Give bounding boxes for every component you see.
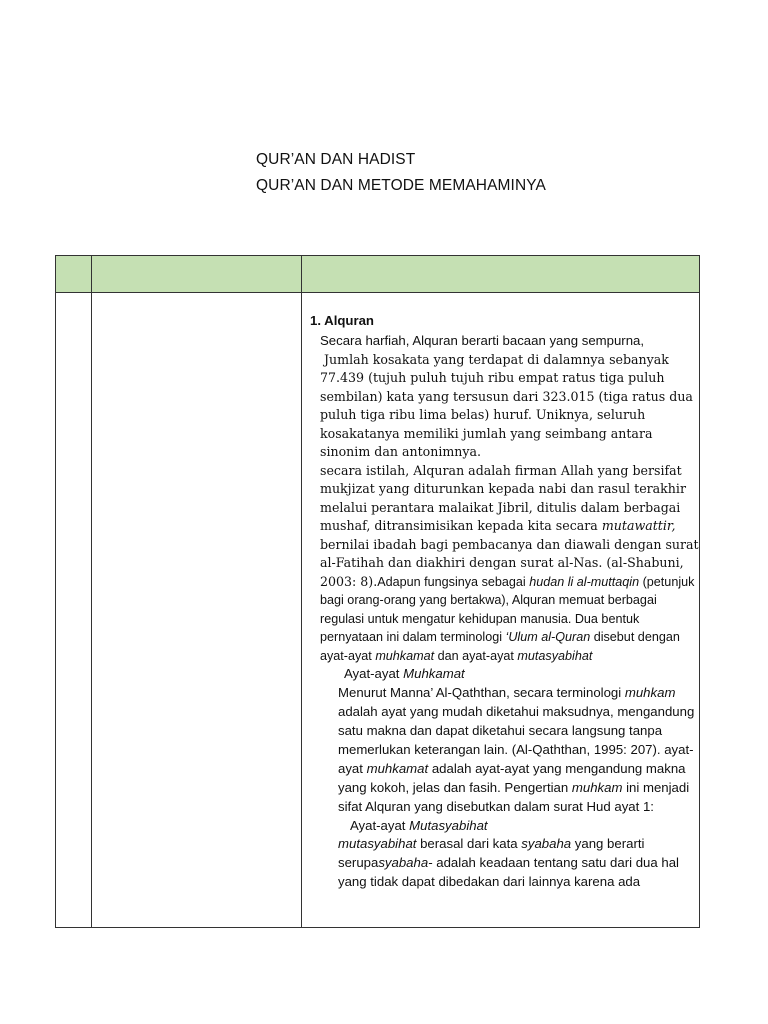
paragraph-word-count <box>310 351 700 462</box>
paragraph-text: adalah ayat yang mudah diketahui maksudnya, mengandung satu makna dan dapat diketahui secara langsung tanpa memerlukan keterangan lain. (Al-Qaththan, 1995: 207). ayat-ayat <box>338 704 695 776</box>
italic-term: muhkamat <box>366 760 429 776</box>
paragraph-text: Adapun fungsinya sebagai <box>377 574 530 589</box>
italic-term: muhkamat <box>375 648 435 663</box>
paragraph-text: berasal dari kata <box>416 836 522 852</box>
italic-term: Mutasyabihat <box>409 817 488 833</box>
italic-term: mutasyabihat <box>338 836 417 852</box>
paragraph-text: (petunjuk bagi orang-orang yang bertakwa), Alquran memuat berbagai regulasi untuk mengatur kehidupan manusia. Dua bentuk pernyataan ini dalam terminologi <box>320 574 695 645</box>
paragraph-text: secara istilah, Alquran adalah firman Allah yang bersifat mukjizat yang diturunkan kepada nabi dan rasul terakhir melalui perantara malaikat Jibril, ditulis dalam berbagai mushaf, ditransimisikan kepada kita secara <box>320 462 686 534</box>
paragraph-text: Jumlah kosakata yang terdapat di dalamnya sebanyak 77.439 (tujuh puluh tujuh ribu empat ratus tiga puluh sembilan) kata yang tersusun dari 323.015 (tiga ratus dua puluh tiga ribu lima belas) huruf. Uniknya, seluruh kosakatanya memiliki jumlah yang seimbang antara sinonim dan antonimnya. <box>320 351 693 460</box>
paragraph-definition-literal <box>310 332 700 351</box>
paragraph-text: adalah keadaan tentang satu dari dua hal yang tidak dapat dibedakan dari lainnya karena ada <box>338 855 679 890</box>
italic-term: syabaha <box>521 836 572 852</box>
paragraph-text: adalah ayat-ayat yang mengandung makna yang kokoh, jelas dan fasih. Pengertian <box>338 760 686 795</box>
paragraph-muhkamat <box>310 684 700 816</box>
subheading-mutasyabihat <box>310 817 700 836</box>
paragraph-text: ini menjadi sifat Alquran yang disebutkan dalam surat Hud ayat 1: <box>338 779 690 814</box>
italic-term: mutawattir, <box>601 518 676 534</box>
paragraph-text: disebut dengan ayat-ayat <box>320 630 680 663</box>
table-header-row <box>56 256 699 293</box>
column-divider <box>301 256 302 927</box>
paragraph-definition-term <box>310 462 700 666</box>
paragraph-mutasyabihat <box>310 835 700 892</box>
subheading-muhkamat <box>310 665 700 684</box>
subheading-text: Ayat-ayat <box>344 666 404 682</box>
italic-term: ‘Ulum al-Quran <box>505 630 591 645</box>
italic-term: muhkam <box>571 779 623 795</box>
section-heading: 1. Alquran <box>310 313 374 328</box>
paragraph-text: Menurut Manna’ Al-Qaththan, secara terminologi <box>338 685 625 701</box>
italic-term: hudan li al-muttaqin <box>529 574 640 589</box>
paragraph-text: bernilai ibadah bagi pembacanya dan diawali dengan surat al-Fatihah dan diakhiri dengan surat al-Nas. (al-Shabuni, 2003: 8). <box>320 536 699 589</box>
paragraph-text: Secara harfiah, Alquran berarti bacaan yang sempurna, <box>320 332 645 348</box>
paragraph-text: yang berarti serupa <box>338 836 645 871</box>
italic-term: syabaha- <box>378 855 433 871</box>
document-title-line1: QUR’AN DAN HADIST <box>256 151 416 168</box>
column-divider <box>91 256 92 927</box>
italic-term: muhkam <box>624 685 676 701</box>
subheading-text: Ayat-ayat <box>350 817 410 833</box>
italic-term: Muhkamat <box>403 666 465 682</box>
paragraph-text: dan ayat-ayat <box>434 648 518 663</box>
table-content-cell <box>310 312 700 892</box>
content-table <box>55 255 700 928</box>
document-title-line2: QUR’AN DAN METODE MEMAHAMINYA <box>256 177 546 194</box>
italic-term: mutasyabihat <box>517 648 593 663</box>
